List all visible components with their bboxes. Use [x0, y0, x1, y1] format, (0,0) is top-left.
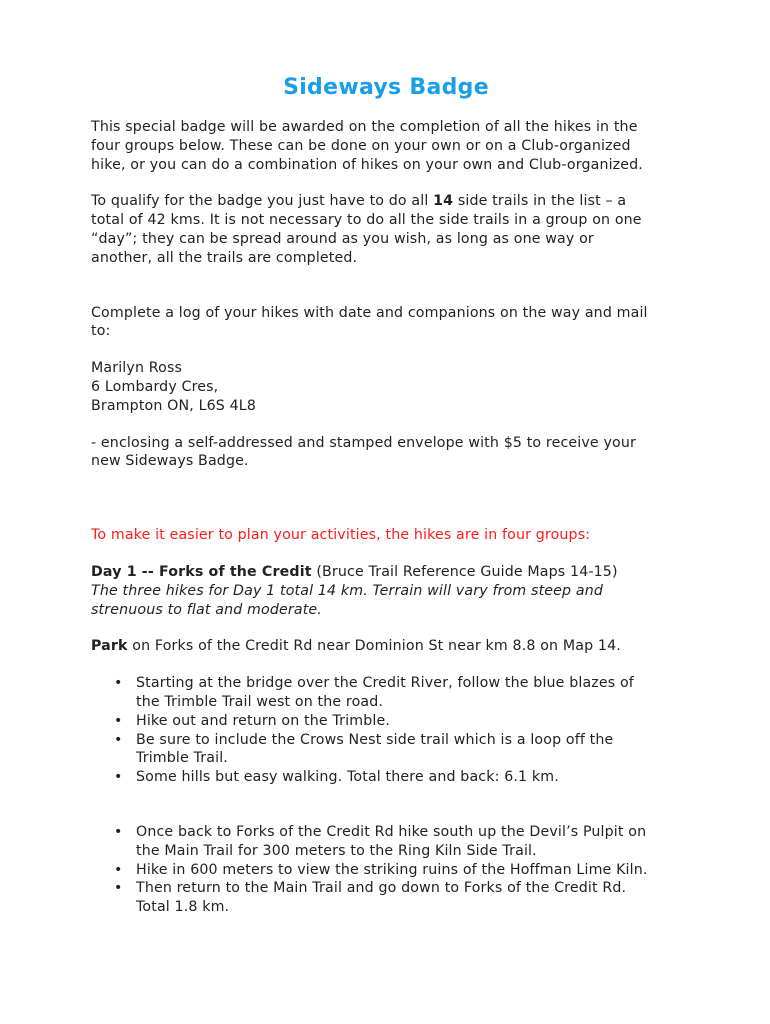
- list-item: [91, 879, 681, 917]
- list-item-text: the Trimble Trail west on the road.: [136, 693, 384, 710]
- park-label: Park: [91, 638, 128, 655]
- list-item: [91, 861, 681, 880]
- park-paragraph: [91, 637, 681, 656]
- address-line: Marilyn Ross: [91, 360, 183, 377]
- groups-intro: To make it easier to plan your activities, the hikes are in four groups:: [91, 527, 591, 544]
- list-item-text: Total 1.8 km.: [136, 899, 230, 916]
- park-text: on Forks of the Credit Rd near Dominion St near km 8.8 on Map 14.: [127, 638, 621, 655]
- address-line: Brampton ON, L6S 4L8: [91, 397, 257, 414]
- bullet: •: [114, 861, 123, 878]
- enclosing-line: - enclosing a self-addressed and stamped envelope with $5 to receive your: [91, 434, 636, 451]
- bullet: •: [114, 769, 123, 786]
- list-item: [91, 768, 681, 787]
- qualify-text: To qualify for the badge you just have to do all: [91, 193, 434, 210]
- log-line: Complete a log of your hikes with date and companions on the way and mail: [91, 304, 648, 321]
- day1-section: [91, 563, 681, 619]
- day1-reference: (Bruce Trail Reference Guide Maps 14-15): [311, 563, 618, 580]
- list-item-text: Trimble Trail.: [136, 750, 228, 767]
- mailing-address: [91, 359, 681, 415]
- bullet: •: [114, 880, 123, 897]
- list-item-text: Hike out and return on the Trimble.: [136, 712, 390, 729]
- document-page: [91, 74, 681, 917]
- intro-paragraph: [91, 118, 681, 174]
- bullet: •: [114, 823, 123, 840]
- bullet: •: [114, 731, 123, 748]
- log-line: to:: [91, 323, 111, 340]
- qualify-paragraph: [91, 192, 681, 267]
- list-item: [91, 674, 681, 712]
- qualify-line: total of 42 kms. It is not necessary to do all the side trails in a group on one: [91, 212, 642, 229]
- enclosing-line: new Sideways Badge.: [91, 453, 249, 470]
- list-item: [91, 823, 681, 861]
- day1-summary-line: strenuous to flat and moderate.: [91, 601, 322, 618]
- list-item-text: Starting at the bridge over the Credit River, follow the blue blazes of: [136, 675, 634, 692]
- bullet: •: [114, 675, 123, 692]
- intro-line: hike, or you can do a combination of hikes on your own and Club-organized.: [91, 156, 643, 173]
- list-item-text: Be sure to include the Crows Nest side trail which is a loop off the: [136, 731, 614, 748]
- log-paragraph: [91, 304, 681, 342]
- bullet: •: [114, 712, 123, 729]
- trail-count: 14: [433, 193, 454, 210]
- hike-list-2: [91, 823, 681, 917]
- qualify-text: side trails in the list – a: [453, 193, 627, 210]
- list-item-text: the Main Trail for 300 meters to the Ring Kiln Side Trail.: [136, 842, 537, 859]
- list-item-text: Some hills but easy walking. Total there and back: 6.1 km.: [136, 769, 559, 786]
- day1-heading: Day 1 -- Forks of the Credit: [91, 563, 312, 580]
- enclosing-paragraph: [91, 434, 681, 472]
- qualify-line: “day”; they can be spread around as you wish, as long as one way or: [91, 230, 594, 247]
- list-item: [91, 712, 681, 731]
- intro-line: four groups below. These can be done on your own or on a Club-organized: [91, 137, 631, 154]
- list-item-text: Then return to the Main Trail and go down to Forks of the Credit Rd.: [136, 880, 627, 897]
- hike-list-1: [91, 674, 681, 787]
- address-line: 6 Lombardy Cres,: [91, 378, 219, 395]
- intro-line: This special badge will be awarded on the completion of all the hikes in the: [91, 119, 638, 135]
- list-item-text: Once back to Forks of the Credit Rd hike south up the Devil’s Pulpit on: [136, 823, 647, 840]
- qualify-line: another, all the trails are completed.: [91, 249, 358, 266]
- list-item: [91, 731, 681, 769]
- day1-summary-line: The three hikes for Day 1 total 14 km. Terrain will vary from steep and: [91, 582, 603, 599]
- page-title: Sideways Badge: [283, 75, 489, 100]
- list-item-text: Hike in 600 meters to view the striking ruins of the Hoffman Lime Kiln.: [136, 861, 648, 878]
